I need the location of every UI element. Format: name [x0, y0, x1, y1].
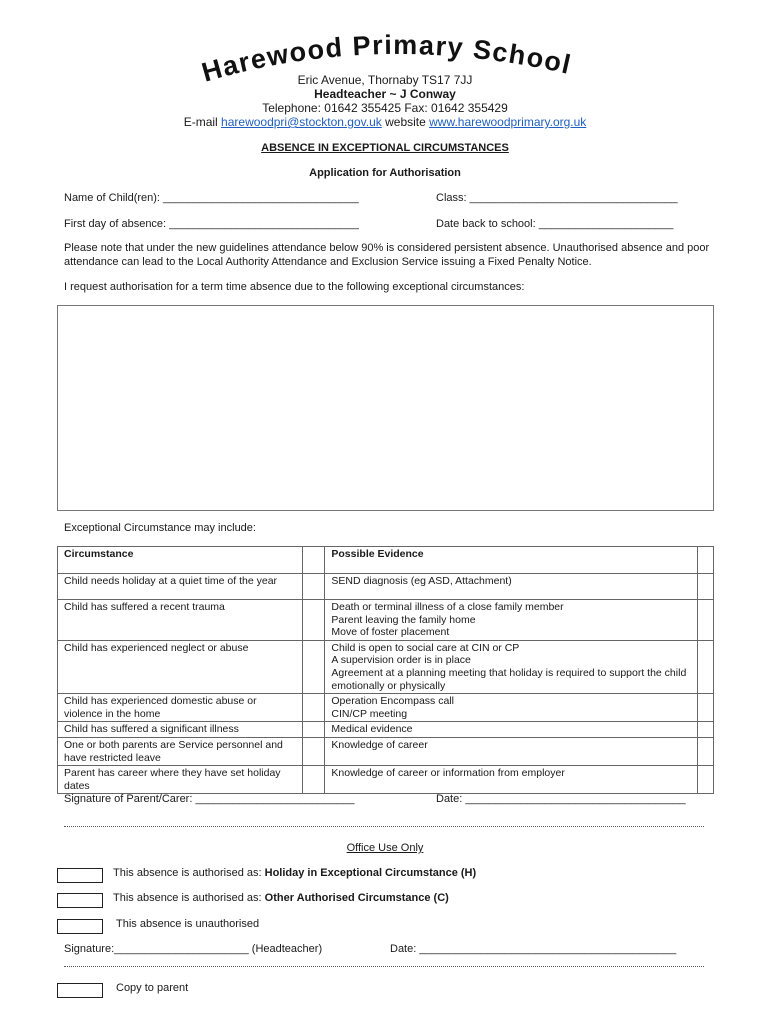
- school-address: Eric Avenue, Thornaby TS17 7JJ: [297, 73, 473, 87]
- circumstances-table: [57, 546, 714, 794]
- parent-signature-field[interactable]: Signature of Parent/Carer: __________________________: [64, 793, 355, 805]
- table-spacer-cell: [303, 766, 325, 794]
- evidence-cell: Medical evidence: [325, 722, 698, 738]
- form-heading: ABSENCE IN EXCEPTIONAL CIRCUMSTANCES: [261, 142, 509, 154]
- form-subheading: Application for Authorisation: [309, 167, 461, 179]
- circumstance-cell: Child has experienced neglect or abuse: [58, 640, 303, 693]
- class-field[interactable]: Class: __________________________________: [436, 192, 678, 204]
- unauthorised-checkbox[interactable]: [57, 919, 103, 934]
- telephone-line: Telephone: 01642 355425 Fax: 01642 355429: [262, 101, 508, 115]
- cut-line-divider: [64, 826, 704, 827]
- table-spacer-cell: [698, 766, 714, 794]
- table-spacer-cell: [698, 547, 714, 574]
- other-authorised-checkbox[interactable]: [57, 893, 103, 908]
- bottom-divider: [64, 966, 704, 967]
- website-link[interactable]: www.harewoodprimary.org.uk: [429, 115, 587, 129]
- headteacher-line: Headteacher ~ J Conway: [314, 87, 456, 101]
- attendance-note: Please note that under the new guidelines attendance below 90% is considered persistent absence. Unauthorised absence and poor attendance can lead to the Local Authority Attendance and Exclusion Service issuing a Fixed Penalty Notice.: [64, 242, 710, 268]
- table-spacer-cell: [698, 722, 714, 738]
- holiday-authorised-prefix: This absence is authorised as:: [113, 867, 265, 879]
- table-row: [58, 766, 714, 794]
- header-evidence: Possible Evidence: [325, 547, 698, 574]
- table-row: [58, 640, 714, 693]
- circumstances-textbox[interactable]: [57, 305, 714, 511]
- holiday-authorised-checkbox[interactable]: [57, 868, 103, 883]
- table-spacer-cell: [303, 722, 325, 738]
- table-spacer-cell: [303, 547, 325, 574]
- copy-to-parent-checkbox[interactable]: [57, 983, 103, 998]
- copy-to-parent-label: Copy to parent: [116, 982, 189, 994]
- evidence-cell: Operation Encompass call CIN/CP meeting: [325, 694, 698, 722]
- evidence-cell: Death or terminal illness of a close family member Parent leaving the family home Move of foster placement: [325, 600, 698, 641]
- table-row: [58, 737, 714, 765]
- evidence-cell: Child is open to social care at CIN or CP A supervision order is in place Agreement at a planning meeting that holiday is required to support the child emotionally or physically: [325, 640, 698, 693]
- table-spacer-cell: [303, 574, 325, 600]
- table-spacer-cell: [303, 737, 325, 765]
- first-day-field[interactable]: First day of absence: _______________________________: [64, 218, 359, 230]
- table-row: [58, 694, 714, 722]
- table-spacer-cell: [303, 600, 325, 641]
- circumstances-intro: Exceptional Circumstance may include:: [64, 522, 256, 534]
- date-back-field[interactable]: Date back to school: ______________________: [436, 218, 674, 230]
- email-prefix: E-mail: [183, 115, 222, 129]
- other-authorised-type: Other Authorised Circumstance (C): [264, 892, 449, 904]
- evidence-cell: Knowledge of career or information from employer: [325, 766, 698, 794]
- parent-date-field[interactable]: Date: ____________________________________: [436, 793, 686, 805]
- circumstance-cell: Parent has career where they have set holiday dates: [58, 766, 303, 794]
- circumstance-cell: Child has experienced domestic abuse or violence in the home: [58, 694, 303, 722]
- evidence-cell: SEND diagnosis (eg ASD, Attachment): [325, 574, 698, 600]
- other-authorised-prefix: This absence is authorised as:: [113, 892, 265, 904]
- table-spacer-cell: [698, 640, 714, 693]
- table-header-row: [58, 547, 714, 574]
- table-row: [58, 600, 714, 641]
- header-circumstance: Circumstance: [58, 547, 303, 574]
- table-spacer-cell: [698, 600, 714, 641]
- request-text: I request authorisation for a term time absence due to the following exceptional circumstances:: [64, 281, 525, 293]
- website-prefix: website: [381, 115, 430, 129]
- evidence-cell: Knowledge of career: [325, 737, 698, 765]
- school-name-text: Harewood Primary School: [198, 29, 575, 88]
- child-name-field[interactable]: Name of Child(ren): ________________________________: [64, 192, 359, 204]
- table-spacer-cell: [698, 694, 714, 722]
- table-spacer-cell: [698, 737, 714, 765]
- circumstance-cell: Child has suffered a significant illness: [58, 722, 303, 738]
- table-spacer-cell: [698, 574, 714, 600]
- circumstance-cell: Child has suffered a recent trauma: [58, 600, 303, 641]
- email-link[interactable]: harewoodpri@stockton.gov.uk: [221, 115, 382, 129]
- table-spacer-cell: [303, 640, 325, 693]
- circumstance-cell: Child needs holiday at a quiet time of the year: [58, 574, 303, 600]
- table-row: [58, 574, 714, 600]
- headteacher-signature-field[interactable]: Signature:______________________ (Headteacher): [64, 943, 323, 955]
- holiday-authorised-label: [113, 867, 476, 879]
- contact-line: [0, 115, 770, 129]
- other-authorised-label: [113, 892, 449, 904]
- headteacher-date-field[interactable]: Date: __________________________________________: [390, 943, 677, 955]
- unauthorised-label: This absence is unauthorised: [116, 918, 260, 930]
- table-row: [58, 722, 714, 738]
- circumstance-cell: One or both parents are Service personnel and have restricted leave: [58, 737, 303, 765]
- holiday-authorised-type: Holiday in Exceptional Circumstance (H): [264, 867, 477, 879]
- table-spacer-cell: [303, 694, 325, 722]
- office-use-heading: Office Use Only: [346, 842, 424, 854]
